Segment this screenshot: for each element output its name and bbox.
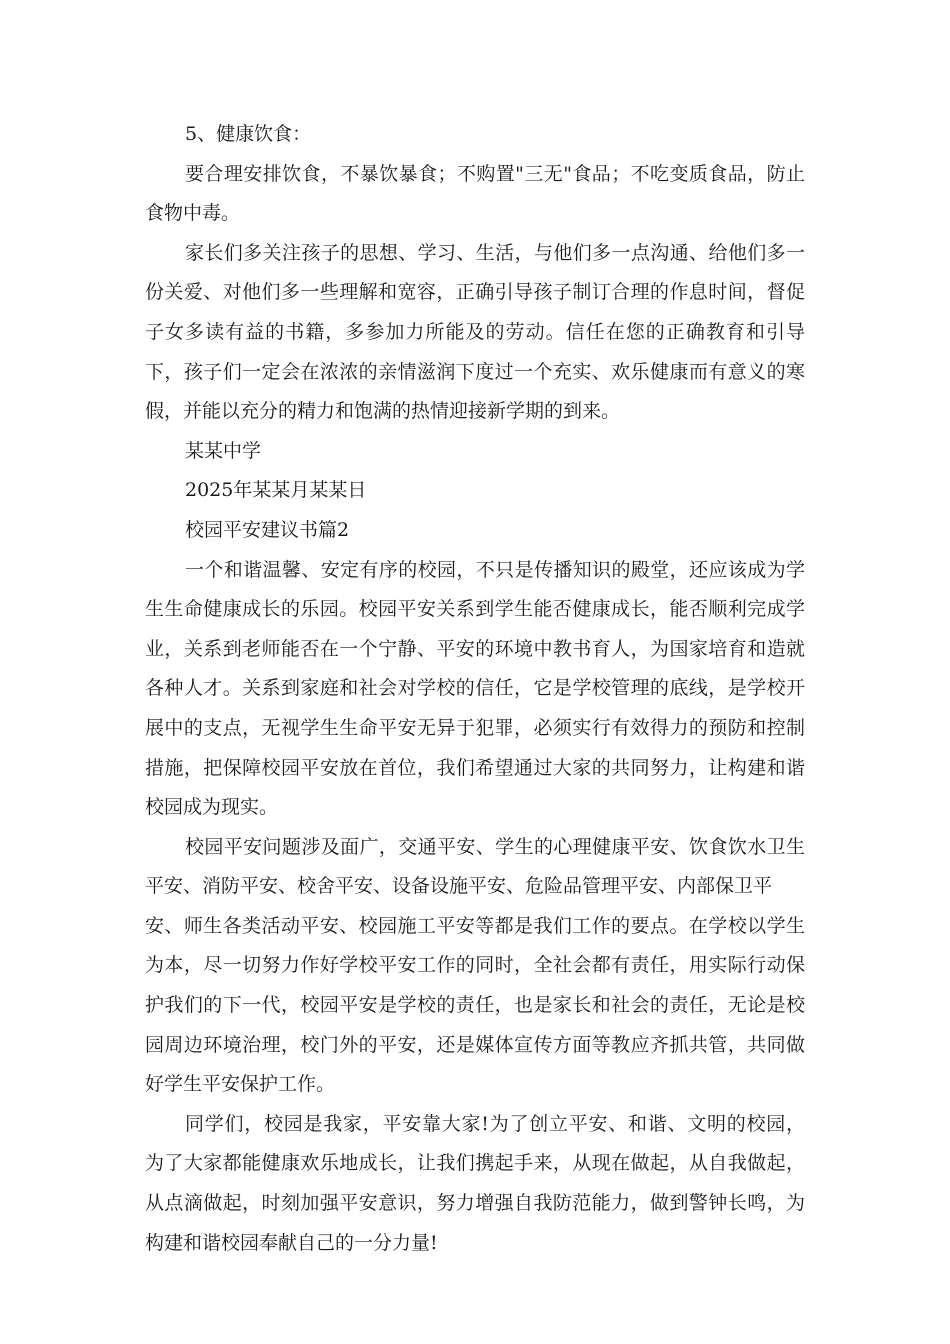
paragraph-line: 措施，把保障校园平安放在首位，我们希望通过大家的共同努力，让构建和谐 [145,756,805,779]
paragraph-line: 园周边环境治理，校门外的平安，还是媒体宣传方面等教应齐抓共管，共同做 [145,1033,805,1056]
paragraph-line: 平安、消防平安、校舍平安、设备设施平安、危险品管理平安、内部保卫平 [145,875,773,898]
paragraph-line: 同学们，校园是我家，平安靠大家!为了创立平安、和谐、文明的校园， [185,1112,805,1135]
paragraph-line: 校园成为现实。 [145,796,279,819]
paragraph-line: 业，关系到老师能否在一个宁静、平安的环境中教书育人，为国家培育和造就 [145,637,805,660]
parents-paragraph [145,241,805,423]
intro-paragraph [145,558,805,820]
paragraph-line: 为了大家都能健康欢乐地成长，让我们携起手来，从现在做起，从自我做起， [145,1152,805,1175]
issues-paragraph [145,835,805,1097]
paragraph-line: 生生命健康成长的乐园。校园平安关系到学生能否健康成长，能否顺利完成学 [145,598,805,621]
paragraph-line: 假，并能以充分的精力和饱满的热情迎接新学期的到来。 [145,400,621,423]
diet-paragraph [145,162,805,226]
paragraph-line: 份关爱、对他们多一些理解和宽容，正确引导孩子制订合理的作息时间，督促 [145,281,805,304]
paragraph-line: 食物中毒。 [145,202,241,225]
paragraph-line: 各种人才。关系到家庭和社会对学校的信任，它是学校管理的底线，是学校开 [145,677,805,700]
article-title: 校园平安建议书篇2 [185,518,350,541]
closing-paragraph [145,1112,805,1255]
signature-date: 2025年某某月某某日 [185,479,367,502]
document-page [145,122,805,1270]
paragraph-line: 校园平安问题涉及面广，交通平安、学生的心理健康平安、饮食饮水卫生 [185,835,805,858]
paragraph-line: 护我们的下一代，校园平安是学校的责任，也是家长和社会的责任，无论是校 [145,994,805,1017]
paragraph-line: 下，孩子们一定会在浓浓的亲情滋润下度过一个充实、欢乐健康而有意义的寒 [145,360,805,383]
paragraph-line: 子女多读有益的书籍，多参加力所能及的劳动。信任在您的正确教育和引导 [145,320,805,343]
paragraph-line: 家长们多关注孩子的思想、学习、生活，与他们多一点沟通、给他们多一 [185,241,805,264]
paragraph-line: 从点滴做起，时刻加强平安意识，努力增强自我防范能力，做到警钟长鸣，为 [145,1192,805,1215]
paragraph-line: 一个和谐温馨、安定有序的校园，不只是传播知识的殿堂，还应该成为学 [185,558,805,581]
paragraph-line: 展中的支点，无视学生生命平安无异于犯罪，必须实行有效得力的预防和控制 [145,716,805,739]
paragraph-line: 为本，尽一切努力作好学校平安工作的同时，全社会都有责任，用实际行动保 [145,954,805,977]
paragraph-line: 要合理安排饮食，不暴饮暴食；不购置"三无"食品；不吃变质食品，防止 [185,162,805,185]
paragraph-line: 安、师生各类活动平安、校园施工平安等都是我们工作的要点。在学校以学生 [145,914,805,937]
signature-school: 某某中学 [185,439,262,462]
paragraph-line: 好学生平安保护工作。 [145,1073,336,1096]
section-heading: 5、健康饮食： [185,123,312,145]
paragraph-line: 构建和谐校园奉献自己的一分力量! [145,1231,438,1254]
